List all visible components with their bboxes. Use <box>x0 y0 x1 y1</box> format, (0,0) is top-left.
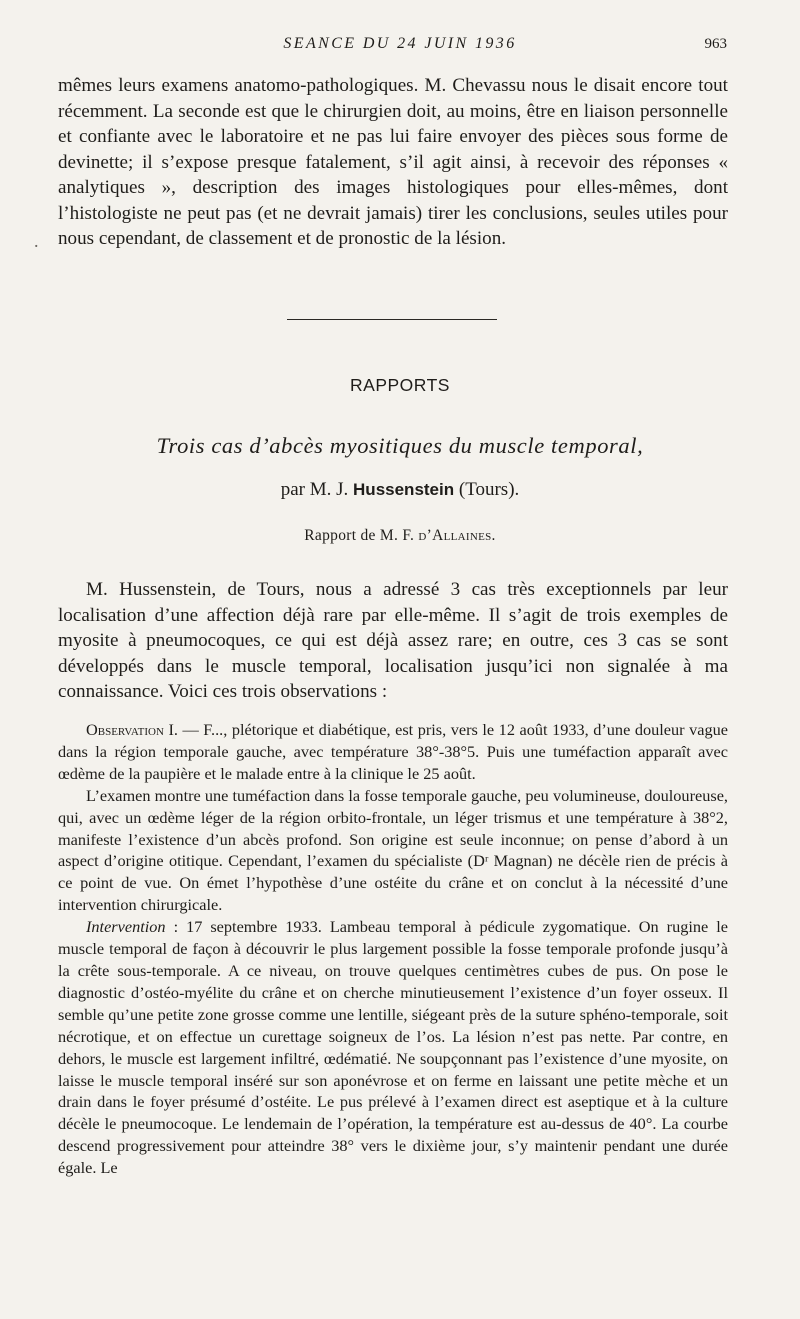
observation-paragraph-3 <box>58 916 728 1179</box>
continuation-paragraph: mêmes leurs examens anatomo-pathologiques. M. Chevassu nous le disait encore tout récemment. La seconde est que le chirurgien doit, au moins, être en liaison personnelle et confiante avec le laboratoire et ne pas lui faire envoyer des pièces sous forme de devinette; il s’expose presque fatalement, s’il agit ainsi, à recevoir des réponses « analytiques », description des images histologiques pour elles-mêmes, dont l’histologiste ne peut pas (et ne devrait jamais) tirer les conclusions, seules utiles pour nous cependant, de classement et de pronostic de la lésion. <box>58 75 728 249</box>
observation-text-1: — F..., plétorique et diabétique, est pris, vers le 12 août 1933, d’une douleur vague dans la région temporale gauche, avec température 38°-38°5. Puis une tuméfaction apparaît avec œdème de la paupière et le malade entre à la clinique le 25 août. <box>58 720 728 783</box>
byline <box>0 478 800 502</box>
byline-author: Hussenstein <box>353 480 455 499</box>
running-title: SEANCE DU 24 JUIN 1936 <box>283 35 517 52</box>
page-number: 963 <box>704 36 727 52</box>
section-heading: RAPPORTS <box>350 375 450 395</box>
observation-paragraph-2: L’examen montre une tuméfaction dans la fosse temporale gauche, peu volumineuse, douloureuse, qui, avec un œdème léger de la région orbito-frontale, un léger trismus et une température à 38°2, manifeste l’existence d’un abcès profond. Son origine est seule inconnue; on pense d’abord à un aspect d’origine otitique. Cependant, l’examen du spécialiste (Dʳ Magnan) ne décèle rien de précis à ce point de vue. On émet l’hypothèse d’une ostéite du crâne et on conclut à la nécessité d’une intervention chirurgicale. <box>58 785 728 915</box>
observation-text-3: : 17 septembre 1933. Lambeau temporal à pédicule zygomatique. On rugine le muscle temporal de façon à découvrir le plus largement possible la fosse temporale profonde jusqu’à la crête sous-temporale. A ce niveau, on trouve quelques centimètres cubes de pus. On pose le diagnostic d’ostéo-myélite du crâne et on cherche minutieusement l’existence d’un foyer osseux. Il semble qu’une petite zone grosse comme une lentille, siégeant près de la suture sphéno-temporale, soit nécrotique, et on effectue un curettage soigneux de l’os. La lésion n’est pas nette. Par contre, en dehors, le muscle est largement infiltré, œdématié. Ne soupçonnant pas l’existence d’une myosite, on laisse le muscle temporal inséré sur son aponévrose et on ferme en laissant une petite mèche et un drain dans le foyer présumé d’ostéite. Le pus prélevé à l’examen direct est aseptique et à la culture décèle le pneumocoque. Le lendemain de l’opération, la température est au-dessus de 40°. La courbe descend progressivement pour atteindre 38° vers le dixième jour, s’y maintenir pendant une durée égale. Le <box>58 917 728 1178</box>
observation-paragraph-1 <box>58 719 728 785</box>
continuation-block <box>58 73 728 252</box>
byline-prefix: par M. J. <box>280 479 349 500</box>
section-divider <box>287 319 497 320</box>
report-prefix: Rapport de M. F. <box>304 527 415 544</box>
report-attribution <box>0 526 800 546</box>
margin-dot: . <box>34 231 39 251</box>
observation-block <box>58 719 728 1179</box>
report-name: d’Allaines. <box>418 527 496 544</box>
intro-block <box>58 577 728 705</box>
observation-label: Observation I. <box>86 720 178 739</box>
intervention-label: Intervention <box>86 917 166 937</box>
running-head <box>0 34 800 54</box>
article-title: Trois cas d’abcès myositiques du muscle temporal, <box>156 433 644 458</box>
byline-suffix: (Tours). <box>458 479 520 500</box>
intro-paragraph: M. Hussenstein, de Tours, nous a adressé 3 cas très exceptionnels par leur localisation d’une affection déjà rare par elle-même. Il s’agit de trois exemples de myosite à pneumocoques, ce qui est déjà assez rare; en outre, ces 3 cas se sont développés dans le muscle temporal, localisation jusqu’ici non signalée à ma connaissance. Voici ces trois observations : <box>58 579 728 702</box>
